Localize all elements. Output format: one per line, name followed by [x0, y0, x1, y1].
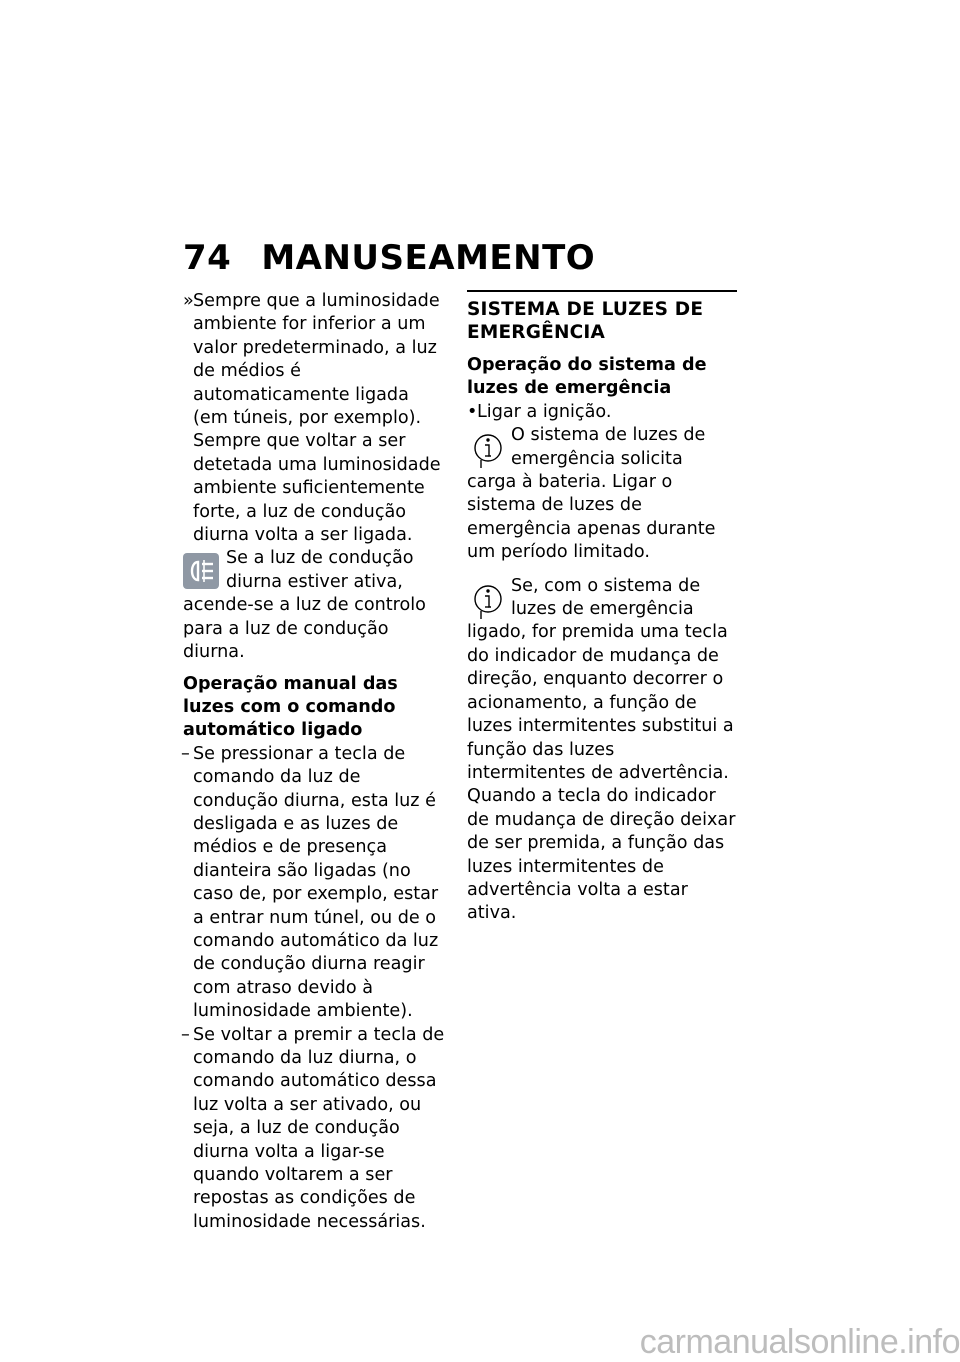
- list-item: [183, 743, 449, 1024]
- watermark: carmanualsonline.info: [639, 1323, 960, 1361]
- note-daytime-light: [183, 547, 449, 664]
- left-column: [183, 290, 449, 1234]
- list-item-text: Se pressionar a tecla de comando da luz de condução diurna, esta luz é desligada e as luzes de médios e de presença dianteira são ligadas (no caso de, por exemplo, estar a entrar num túnel, ou de o comando automático da luz de condução diurna reagir com atraso devido à luminosidade ambiente).: [193, 743, 439, 1022]
- continued-paragraph: [183, 290, 449, 547]
- note-text: Se, com o sistema de luzes de emergência ligado, for premida uma tecla do indicador de mudança de direção, enquanto decorrer o acionamento, a função de luzes intermitentes substitui a função das luzes intermitentes de advertência. Quando a tecla do indicador de mudança de direção deixar de ser premida, a função das luzes intermitentes de advertência volta a estar ativa.: [467, 575, 736, 924]
- list-item-text: Se voltar a premir a tecla de comando da luz diurna, o comando automático dessa luz volta a ser ativado, ou seja, a luz de condução diurna volta a ligar-se quando voltarem a ser repostas as condições de luminosidade necessárias.: [193, 1024, 445, 1232]
- info-icon: [467, 575, 507, 619]
- subsection-title: Operação do sistema de luzes de emergência: [467, 355, 707, 399]
- section-rule: [467, 290, 737, 292]
- note-turn-signal: [467, 575, 737, 926]
- right-column: [467, 290, 737, 926]
- bullet-mark: •: [467, 401, 478, 422]
- note-text: Se a luz de condução diurna estiver ativa, acende-se a luz de controlo para a luz de condução diurna.: [183, 548, 426, 663]
- bullet-text: Ligar a ignição.: [477, 401, 612, 422]
- dash-mark: –: [181, 1024, 190, 1045]
- note-text: O sistema de luzes de emergência solicita carga à bateria. Ligar o sistema de luzes de emergência apenas durante um período limitado.: [467, 425, 716, 563]
- section-title: SISTEMA DE LUZES DE EMERGÊNCIA: [467, 299, 704, 343]
- page-number: 74: [183, 238, 232, 278]
- daytime-running-light-icon: [183, 553, 219, 589]
- dash-mark: –: [181, 743, 190, 764]
- chapter-title: MANUSEAMENTO: [261, 238, 596, 278]
- bullet-item: [467, 401, 737, 424]
- list-item: [183, 1024, 449, 1235]
- page-header: [183, 238, 595, 278]
- note-battery: [467, 424, 737, 564]
- paragraph-text: Sempre que a luminosidade ambiente for inferior a um valor predeterminado, a luz de médios é automaticamente ligada (em túneis, por exemplo). Sempre que voltar a ser detetada uma luminosidade ambiente suficientemente forte, a luz de condução diurna volta a ser ligada.: [193, 291, 441, 546]
- continuation-mark: »: [183, 291, 194, 311]
- section-heading: Operação manual das luzes com o comando automático ligado: [183, 673, 398, 741]
- info-icon: [467, 424, 507, 468]
